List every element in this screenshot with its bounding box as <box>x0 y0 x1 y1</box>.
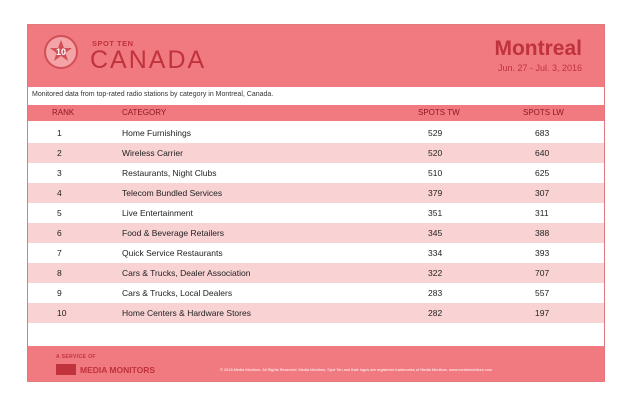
category-cell: Cars & Trucks, Dealer Association <box>122 268 251 278</box>
spots-tw-cell: 529 <box>428 128 443 138</box>
service-label: A SERVICE OF <box>56 354 96 360</box>
media-monitors-logo-icon <box>56 364 76 375</box>
table-row <box>28 263 604 283</box>
spots-tw-cell: 510 <box>428 168 443 178</box>
spots-lw-cell: 625 <box>535 168 550 178</box>
table-header <box>28 105 604 121</box>
table-row <box>28 223 604 243</box>
category-cell: Restaurants, Night Clubs <box>122 168 217 178</box>
spot-ten-card <box>27 24 605 382</box>
rank-cell: 4 <box>57 188 62 198</box>
spots-lw-cell: 311 <box>535 208 549 218</box>
rank-cell: 7 <box>57 248 62 258</box>
rank-cell: 1 <box>57 128 62 138</box>
spots-tw-cell: 334 <box>428 248 443 258</box>
spots-tw-cell: 379 <box>428 188 443 198</box>
table-row <box>28 143 604 163</box>
description: Monitored data from top-rated radio stations by category in Montreal, Canada. <box>32 91 274 98</box>
company-name: MEDIA MONITORS <box>80 365 156 375</box>
category-cell: Cars & Trucks, Local Dealers <box>122 288 233 298</box>
spots-tw-cell: 283 <box>428 288 443 298</box>
copyright-notice: © 2016 Media Monitors. All Rights Reserved. Media Monitors, Spot Ten and their logos are registered trademarks of Media Monitors. www.mediamonitors.com <box>220 367 493 372</box>
rank-cell: 8 <box>57 268 62 278</box>
spots-lw-cell: 557 <box>535 288 550 298</box>
logo-number: 10 <box>55 47 66 57</box>
spots-lw-cell: 388 <box>535 228 550 238</box>
category-cell: Telecom Bundled Services <box>122 188 223 198</box>
date-range: Jun. 27 - Jul. 3, 2016 <box>497 63 582 73</box>
header-category: CATEGORY <box>122 108 167 117</box>
spots-tw-cell: 322 <box>428 268 443 278</box>
category-cell: Home Furnishings <box>122 128 191 138</box>
table-row <box>28 283 604 303</box>
category-cell: Live Entertainment <box>122 208 193 218</box>
country-title: CANADA <box>90 46 207 74</box>
spot-ten-logo <box>44 35 78 69</box>
spots-lw-cell: 393 <box>535 248 550 258</box>
rank-cell: 3 <box>57 168 62 178</box>
city-title: Montreal <box>494 37 582 60</box>
table-row <box>28 243 604 263</box>
rank-cell: 6 <box>57 228 62 238</box>
table-row <box>28 183 604 203</box>
header-banner <box>28 25 604 87</box>
spots-tw-cell: 520 <box>428 148 443 158</box>
rank-cell: 2 <box>57 148 62 158</box>
rank-cell: 9 <box>57 288 62 298</box>
spots-lw-cell: 307 <box>535 188 550 198</box>
category-cell: Food & Beverage Retailers <box>122 228 225 238</box>
spots-tw-cell: 351 <box>428 208 443 218</box>
table-row <box>28 303 604 323</box>
header-rank: RANK <box>52 108 75 117</box>
spots-lw-cell: 683 <box>535 128 550 138</box>
spots-tw-cell: 345 <box>428 228 443 238</box>
header-spots-tw: SPOTS TW <box>418 108 460 117</box>
table-row <box>28 163 604 183</box>
table-row <box>28 203 604 223</box>
spots-tw-cell: 282 <box>428 308 443 318</box>
category-cell: Home Centers & Hardware Stores <box>122 308 251 318</box>
rank-cell: 5 <box>57 208 62 218</box>
spots-lw-cell: 707 <box>535 268 550 278</box>
rank-cell: 10 <box>57 308 67 318</box>
category-cell: Quick Service Restaurants <box>122 248 223 258</box>
footer <box>28 346 604 381</box>
category-cell: Wireless Carrier <box>122 148 183 158</box>
spots-lw-cell: 640 <box>535 148 550 158</box>
table-row <box>28 123 604 143</box>
spots-lw-cell: 197 <box>535 308 550 318</box>
spot-ten-label: SPOT TEN <box>92 39 134 48</box>
header-spots-lw: SPOTS LW <box>523 108 564 117</box>
